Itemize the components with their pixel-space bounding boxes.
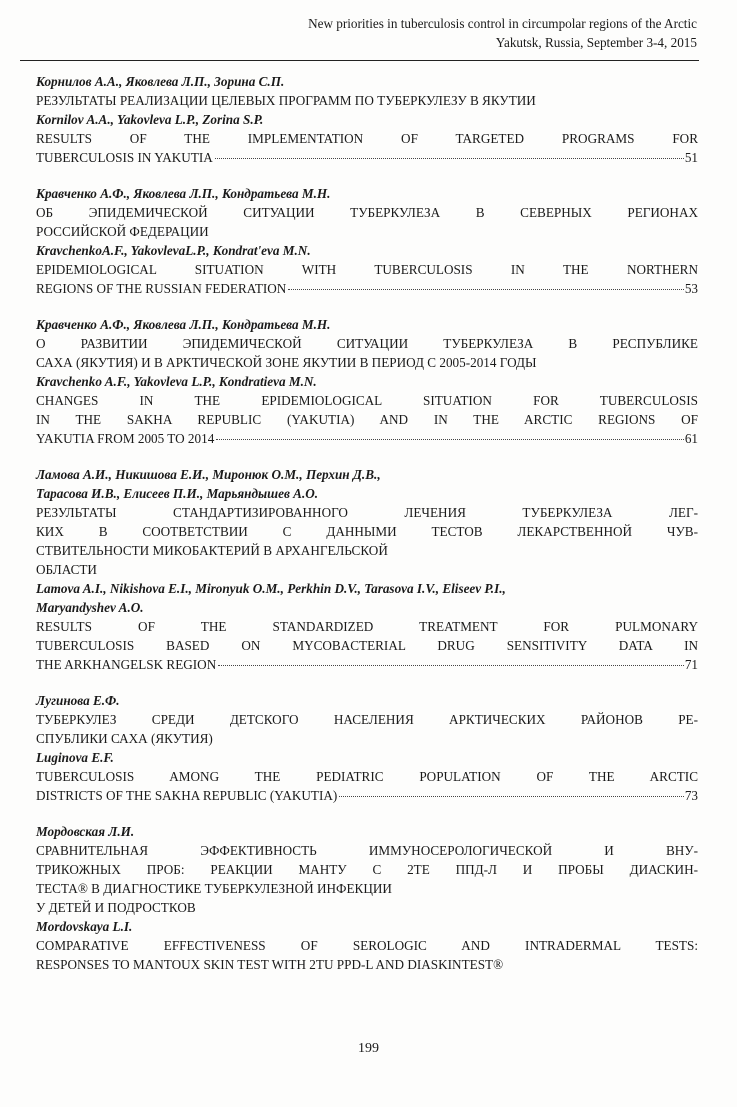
ru-title-line: ОБ ЭПИДЕМИЧЕСКОЙ СИТУАЦИИ ТУБЕРКУЛЕЗА В СЕВЕРНЫХ РЕГИОНАХ [36,205,698,220]
ru-title-line: СТВИТЕЛЬНОСТИ МИКОБАКТЕРИЙ В АРХАНГЕЛЬСКОЙ [36,543,388,558]
header-conference-title: New priorities in tuberculosis control in circumpolar regions of the Arctic [308,16,697,31]
toc-leader-row [36,655,698,674]
leader-dots [215,146,684,159]
toc-leader-row [36,279,698,298]
table-of-contents [36,72,698,991]
ru-title-line: ТУБЕРКУЛЕЗ СРЕДИ ДЕТСКОГО НАСЕЛЕНИЯ АРКТИЧЕСКИХ РАЙОНОВ РЕ- [36,712,698,727]
en-title-line: RESULTS OF THE STANDARDIZED TREATMENT FOR PULMONARY [36,619,698,634]
toc-entry [36,315,698,448]
toc-entry [36,822,698,974]
en-authors: Maryandyshev A.O. [36,600,144,615]
en-authors: Luginova E.F. [36,750,114,765]
en-title-line: DISTRICTS OF THE SAKHA REPUBLIC (YAKUTIA) [36,788,338,803]
en-title-line: RESULTS OF THE IMPLEMENTATION OF TARGETED PROGRAMS FOR [36,131,698,146]
ru-authors: Лугинова Е.Ф. [36,693,120,708]
ru-title-line: РЕЗУЛЬТАТЫ РЕАЛИЗАЦИИ ЦЕЛЕВЫХ ПРОГРАММ ПО ТУБЕРКУЛЕЗУ В ЯКУТИИ [36,93,536,108]
en-authors: Kornilov A.A., Yakovleva L.P., Zorina S.P. [36,112,264,127]
ru-title-line: СРАВНИТЕЛЬНАЯ ЭФФЕКТИВНОСТЬ ИММУНОСЕРОЛОГИЧЕСКОЙ И ВНУ- [36,843,698,858]
en-title-line: EPIDEMIOLOGICAL SITUATION WITH TUBERCULOSIS IN THE NORTHERN [36,262,698,277]
entry-page-number: 71 [684,657,698,672]
toc-entry [36,72,698,167]
en-authors: KravchenkoA.F., YakovlevaL.P., Kondrat'eva M.N. [36,243,311,258]
page-number: 199 [358,1041,379,1056]
ru-authors: Мордовская Л.И. [36,824,135,839]
toc-entry [36,184,698,298]
ru-authors: Корнилов А.А., Яковлева Л.П., Зорина С.П. [36,74,285,89]
ru-title-line: СПУБЛИКИ САХА (ЯКУТИЯ) [36,731,213,746]
running-header [40,14,697,52]
en-title-line: TUBERCULOSIS AMONG THE PEDIATRIC POPULATION OF THE ARCTIC [36,769,698,784]
ru-title-line: У ДЕТЕЙ И ПОДРОСТКОВ [36,900,196,915]
en-authors: Mordovskaya L.I. [36,919,133,934]
ru-authors: Кравченко А.Ф., Яковлева Л.П., Кондратьева М.Н. [36,186,331,201]
toc-leader-row [36,429,698,448]
ru-title-line: САХА (ЯКУТИЯ) И В АРКТИЧЕСКОЙ ЗОНЕ ЯКУТИИ В ПЕРИОД С 2005-2014 ГОДЫ [36,355,537,370]
en-title-line: COMPARATIVE EFFECTIVENESS OF SEROLOGIC AND INTRADERMAL TESTS: [36,938,698,953]
ru-title-line: ТРИКОЖНЫХ ПРОБ: РЕАКЦИИ МАНТУ С 2ТЕ ППД-Л И ПРОБЫ ДИАСКИН- [36,862,698,877]
en-title-line: IN THE SAKHA REPUBLIC (YAKUTIA) AND IN THE ARCTIC REGIONS OF [36,412,698,427]
ru-authors: Ламова А.И., Никишова Е.И., Миронюк О.М., Перхин Д.В., [36,467,381,482]
en-title-line: REGIONS OF THE RUSSIAN FEDERATION [36,281,287,296]
entry-page-number: 73 [684,788,698,803]
en-title-line: TUBERCULOSIS IN YAKUTIA [36,150,213,165]
entry-page-number: 53 [684,281,698,296]
ru-title-line: ОБЛАСТИ [36,562,97,577]
leader-dots [216,427,684,440]
en-title-line: RESPONSES TO MANTOUX SKIN TEST WITH 2TU PPD-L AND DIASKINTEST® [36,957,504,972]
ru-title-line: КИХ В СООТВЕТСТВИИ С ДАННЫМИ ТЕСТОВ ЛЕКАРСТВЕННОЙ ЧУВ- [36,524,698,539]
ru-title-line: РОССИЙСКОЙ ФЕДЕРАЦИИ [36,224,209,239]
header-conference-place-date: Yakutsk, Russia, September 3-4, 2015 [495,35,697,50]
toc-leader-row [36,148,698,167]
toc-entry [36,465,698,674]
entry-page-number: 61 [684,431,698,446]
en-title-line: THE ARKHANGELSK REGION [36,657,217,672]
en-authors: Kravchenko A.F., Yakovleva L.P., Kondratieva M.N. [36,374,317,389]
ru-authors: Кравченко А.Ф., Яковлева Л.П., Кондратьева М.Н. [36,317,331,332]
ru-authors: Тарасова И.В., Елисеев П.И., Марьяндышев А.О. [36,486,319,501]
en-title-line: TUBERCULOSIS BASED ON MYCOBACTERIAL DRUG SENSITIVITY DATA IN [36,638,698,653]
toc-leader-row [36,786,698,805]
ru-title-line: ТЕСТА® В ДИАГНОСТИКЕ ТУБЕРКУЛЕЗНОЙ ИНФЕКЦИИ [36,881,392,896]
ru-title-line: РЕЗУЛЬТАТЫ СТАНДАРТИЗИРОВАННОГО ЛЕЧЕНИЯ ТУБЕРКУЛЕЗА ЛЕГ- [36,505,698,520]
toc-entry [36,691,698,805]
en-title-line: CHANGES IN THE EPIDEMIOLOGICAL SITUATION FOR TUBERCULOSIS [36,393,698,408]
leader-dots [288,277,683,290]
ru-title-line: О РАЗВИТИИ ЭПИДЕМИЧЕСКОЙ СИТУАЦИИ ТУБЕРКУЛЕЗА В РЕСПУБЛИКЕ [36,336,698,351]
en-authors: Lamova A.I., Nikishova E.I., Mironyuk O.M., Perkhin D.V., Tarasova I.V., Eliseev P.I., [36,581,506,596]
en-title-line: YAKUTIA FROM 2005 TO 2014 [36,431,215,446]
leader-dots [339,784,684,797]
entry-page-number: 51 [684,150,698,165]
leader-dots [218,653,684,666]
header-rule [20,60,699,61]
